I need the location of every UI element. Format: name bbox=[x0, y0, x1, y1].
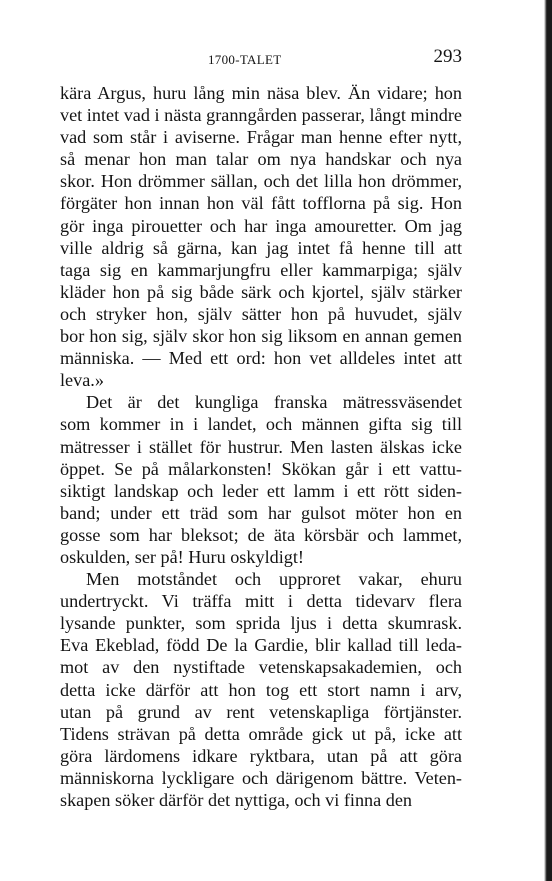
text-line: siktigt landskap och leder ett lamm i ett rött siden- bbox=[60, 480, 462, 501]
page-number: 293 bbox=[433, 46, 462, 67]
text-line: som kommer in i landet, och männen gifta sig till bbox=[60, 414, 462, 435]
text-line: kära Argus, huru lång min näsa blev. Än vidare; hon bbox=[60, 83, 462, 103]
text-line: utan på grund av rent vetenskapliga förtjänster. bbox=[60, 701, 462, 722]
text-line: förgäter hon innan hon väl fått tofflorna på sig. Hon bbox=[60, 193, 462, 214]
text-line: mätresser i stället för hustrur. Men lasten älskas icke bbox=[60, 436, 462, 457]
text-line: ville aldrig så gärna, kan jag intet få henne till att bbox=[60, 237, 462, 258]
text-line: band; under ett träd som har gulsot möter hon en bbox=[60, 502, 462, 523]
text-line: vet intet vad i nästa granngården passerar, långt mindre bbox=[60, 105, 462, 126]
text-line: människa. — Med ett ord: hon vet alldeles intet att bbox=[60, 348, 462, 369]
body-text bbox=[60, 82, 462, 811]
text-line: lysande punkter, som sprida ljus i detta skumrask. bbox=[60, 613, 462, 634]
paragraph bbox=[60, 82, 462, 391]
text-line: kläder hon på sig både särk och kjortel, själv stärker bbox=[60, 281, 462, 302]
text-line: människorna lyckligare och därigenom bättre. Veten- bbox=[60, 767, 462, 788]
text-line: så menar hon man talar om nya handskar och nya bbox=[60, 149, 462, 170]
text-line: och stryker hon, själv sätter hon på huvudet, själv bbox=[60, 303, 462, 324]
text-line: bor hon sig, själv skor hon sig liksom en annan gemen bbox=[60, 326, 462, 347]
text-line: skapen söker därför det nyttiga, och vi finna den bbox=[60, 790, 413, 810]
text-line: oskulden, ser på! Huru oskyldigt! bbox=[60, 546, 304, 567]
text-line: Tidens strävan på detta område gick ut på, icke att bbox=[60, 723, 462, 744]
text-line: Men motståndet och upproret vakar, ehuru bbox=[86, 569, 462, 590]
text-line: undertryckt. Vi träffa mitt i detta tidevarv flera bbox=[60, 591, 462, 612]
text-line: Det är det kungliga franska mätressväsendet bbox=[86, 392, 462, 413]
text-line: gör inga pirouetter och har inga amouretter. Om jag bbox=[60, 215, 462, 236]
text-line: leva.» bbox=[60, 370, 104, 391]
text-line: Eva Ekeblad, född De la Gardie, blir kallad till leda- bbox=[60, 635, 462, 656]
paragraph bbox=[60, 568, 462, 811]
text-line: mot av den nystiftade vetenskapsakademien, och bbox=[60, 657, 462, 678]
paragraph bbox=[60, 391, 462, 568]
text-line: skor. Hon drömmer sällan, och det lilla hon drömmer, bbox=[60, 171, 462, 192]
text-line: göra lärdomens idkare ryktbara, utan på att göra bbox=[60, 745, 462, 766]
text-line: gosse som har bleksot; de äta körsbär och lammet, bbox=[60, 524, 462, 545]
text-line: vad som står i aviserne. Frågar man henne efter nytt, bbox=[60, 127, 462, 148]
text-line: detta icke därför att hon tog ett stort namn i arv, bbox=[60, 679, 462, 700]
text-line: taga sig en kammarjungfru eller kammarpiga; själv bbox=[60, 259, 462, 280]
page-edge-shadow bbox=[544, 0, 552, 881]
running-title: 1700-TALET bbox=[208, 52, 282, 67]
page-header bbox=[56, 46, 466, 70]
text-line: öppet. Se på målarkonsten! Skökan går i ett vattu- bbox=[60, 458, 462, 479]
